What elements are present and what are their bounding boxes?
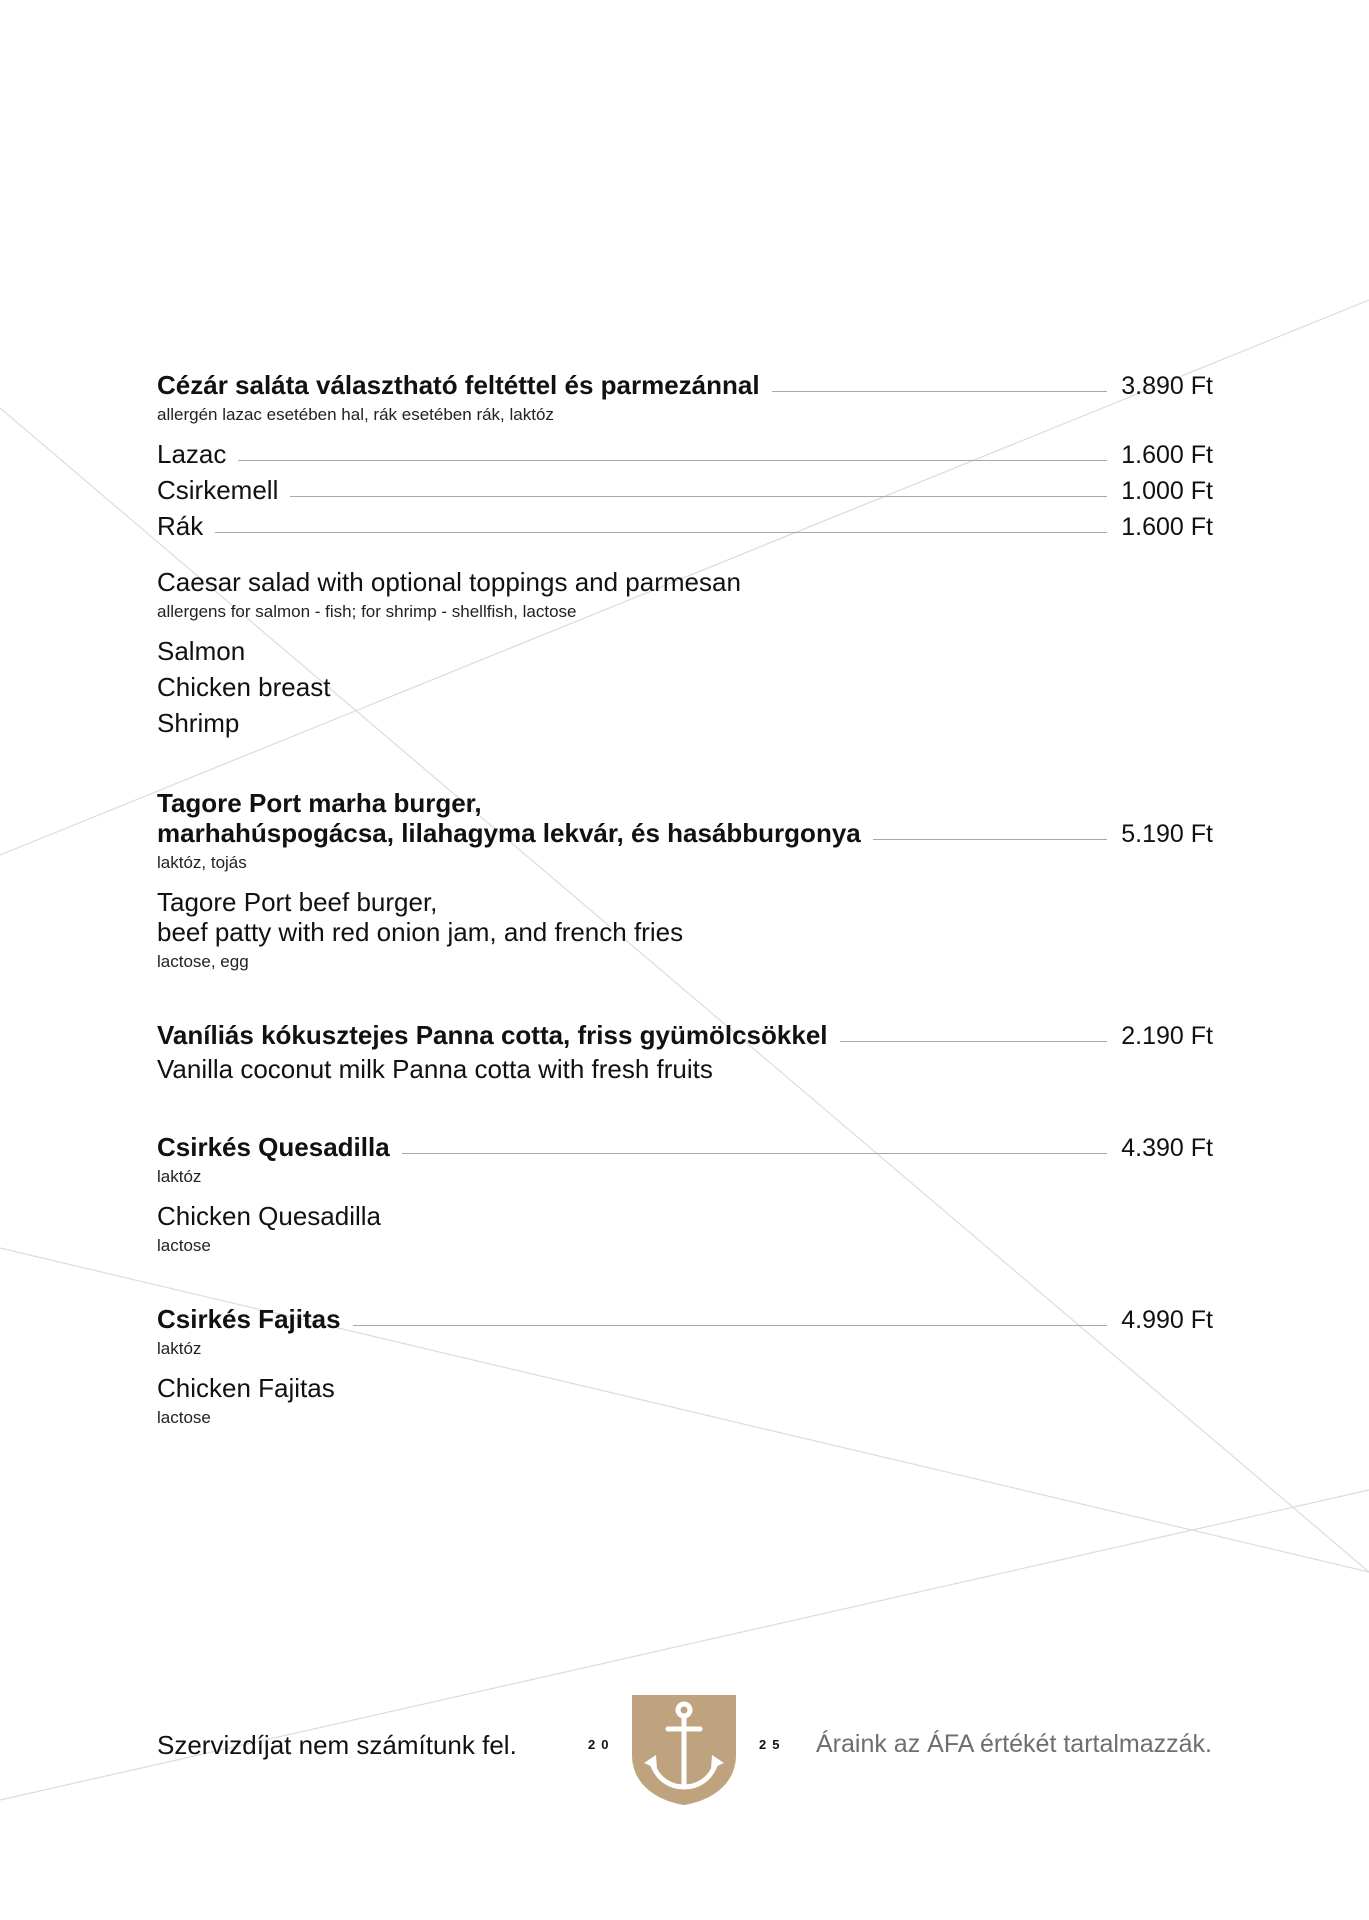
item-name-en-line2: beef patty with red onion jam, and french fries: [157, 917, 684, 947]
menu-item-burger: [157, 818, 1213, 849]
menu-item-quesadilla: [157, 1132, 1213, 1163]
item-name-en: Vanilla coconut milk Panna cotta with fresh fruits: [157, 1054, 713, 1084]
allergens-en: lactose: [157, 1236, 211, 1255]
item-price: 4.390 Ft: [1121, 1134, 1213, 1162]
item-name-hu: Vaníliás kókusztejes Panna cotta, friss gyümölcsökkel: [157, 1020, 828, 1050]
item-name-hu: Csirkés Quesadilla: [157, 1132, 390, 1162]
option-name: Lazac: [157, 439, 227, 469]
service-charge-note: Szervizdíjat nem számítunk fel.: [157, 1730, 517, 1760]
menu-item-caesar-salad: [157, 370, 1213, 401]
dotted-leader: [402, 1153, 1108, 1154]
item-name-hu-line1: Tagore Port marha burger,: [157, 788, 482, 818]
dotted-leader: [238, 460, 1107, 461]
option-price: 1.600 Ft: [1121, 441, 1213, 469]
vat-included-note: Áraink az ÁFA értékét tartalmazzák.: [816, 1730, 1212, 1758]
option-price: 1.000 Ft: [1121, 477, 1213, 505]
option-row: [157, 511, 1213, 542]
item-name-en: Caesar salad with optional toppings and parmesan: [157, 567, 741, 597]
dotted-leader: [353, 1325, 1108, 1326]
allergens-en: lactose, egg: [157, 952, 249, 971]
item-price: 5.190 Ft: [1121, 820, 1213, 848]
dotted-leader: [290, 496, 1107, 497]
allergens-en: allergens for salmon - fish; for shrimp - shellfish, lactose: [157, 602, 577, 621]
item-name-hu: Cézár saláta választható feltéttel és parmezánnal: [157, 370, 760, 400]
option-price: 1.600 Ft: [1121, 513, 1213, 541]
year-left: 20: [588, 1737, 615, 1752]
menu-item-fajitas: [157, 1304, 1213, 1335]
allergens-hu: allergén lazac esetében hal, rák esetében rák, laktóz: [157, 405, 554, 424]
option-name-en: Salmon: [157, 636, 246, 666]
dotted-leader: [840, 1041, 1108, 1042]
allergens-hu: laktóz: [157, 1339, 202, 1358]
item-name-hu: Csirkés Fajitas: [157, 1304, 341, 1334]
dotted-leader: [873, 839, 1108, 840]
option-name: Csirkemell: [157, 475, 279, 505]
year-right: 25: [759, 1737, 786, 1752]
item-name-en-line1: Tagore Port beef burger,: [157, 887, 438, 917]
option-name: Rák: [157, 511, 204, 541]
allergens-en: lactose: [157, 1408, 211, 1427]
option-name-en: Chicken breast: [157, 672, 331, 702]
allergens-hu: laktóz: [157, 1167, 202, 1186]
item-price: 3.890 Ft: [1121, 372, 1213, 400]
menu-item-panna-cotta: [157, 1020, 1213, 1051]
item-price: 4.990 Ft: [1121, 1306, 1213, 1334]
option-name-en: Shrimp: [157, 708, 240, 738]
dotted-leader: [772, 391, 1108, 392]
anchor-shield-icon: [630, 1693, 738, 1806]
option-row: [157, 439, 1213, 470]
dotted-leader: [215, 532, 1107, 533]
allergens-hu: laktóz, tojás: [157, 853, 247, 872]
item-price: 2.190 Ft: [1121, 1022, 1213, 1050]
item-name-en: Chicken Fajitas: [157, 1373, 335, 1403]
item-name-hu-line2: marhahúspogácsa, lilahagyma lekvár, és hasábburgonya: [157, 818, 861, 848]
option-row: [157, 475, 1213, 506]
item-name-en: Chicken Quesadilla: [157, 1201, 382, 1231]
